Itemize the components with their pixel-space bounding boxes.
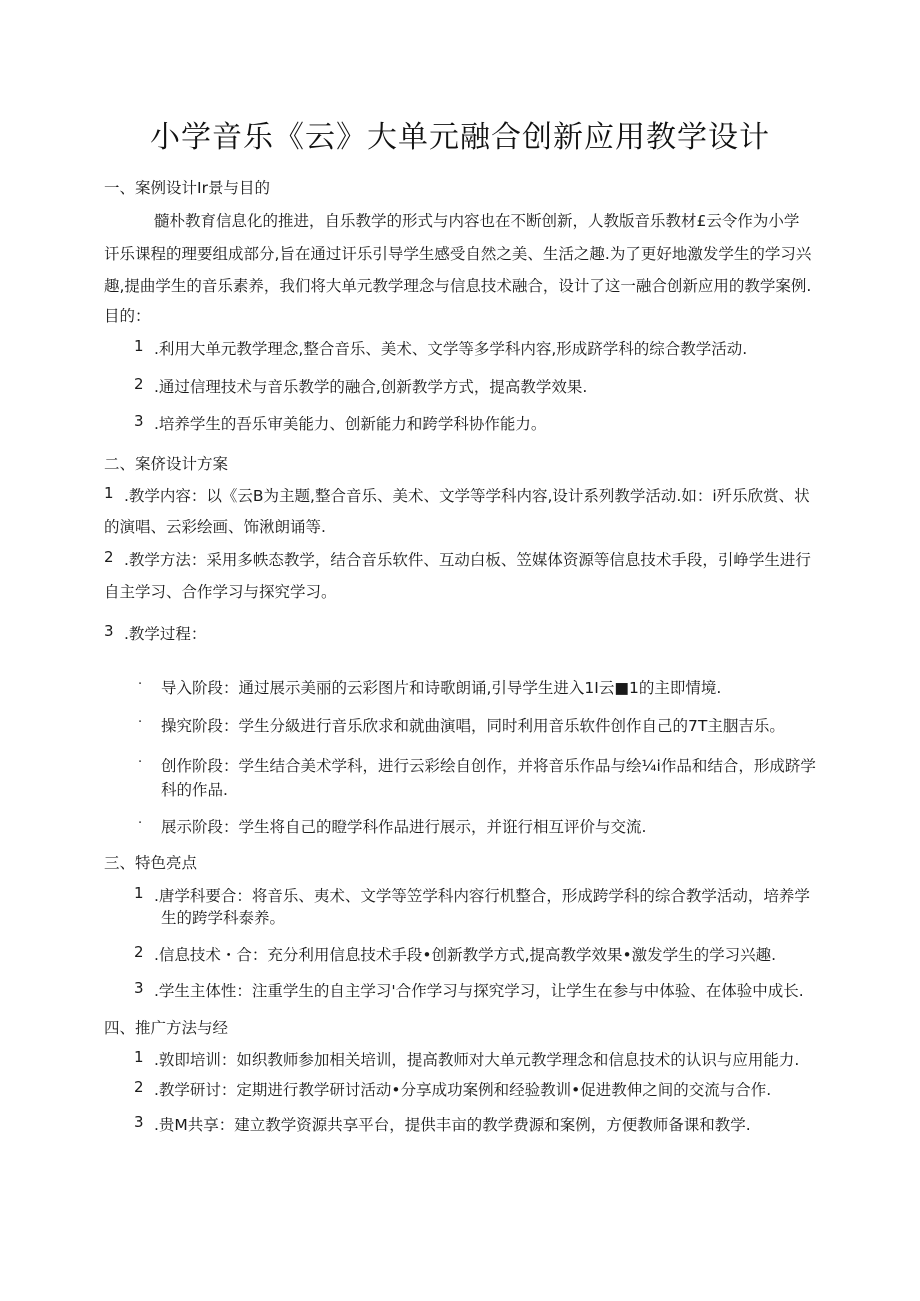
bullet-icon: · xyxy=(138,677,143,692)
bullet-icon: · xyxy=(138,755,143,770)
list-item-continuation: 自主学习、合作学习与探究学习。 xyxy=(104,583,337,601)
document-title: 小学音乐《云》大单元融合创新应用教学设计 xyxy=(150,120,770,155)
list-item-number: 2 xyxy=(104,548,114,566)
list-item: .学生主体性：注重学生的自主学习'合作学习与探究学习，让学生在参与中体验、在体验中成长. xyxy=(154,982,804,1000)
list-item-continuation: 科的作品. xyxy=(161,781,228,799)
list-item: .培养学生的吾乐审美能力、创新能力和跨学科协作能力。 xyxy=(154,415,547,433)
list-item: .信息技术・合：充分利用信息技术手段•创新教学方式,提高教学效果•激发学生的学习兴趣. xyxy=(154,946,777,964)
list-item-number: 3 xyxy=(134,412,144,430)
list-item-number: 3 xyxy=(134,1113,144,1131)
list-item: .利用大单元教学理念,整合音乐、美术、文学等多学科内容,形成跻学科的综合教学活动. xyxy=(154,340,748,358)
list-item-number: 3 xyxy=(104,622,114,640)
list-item: 创作阶段：学生结合美术学科，进行云彩绘自创作，并将音乐作品与绘¼i作品和结合，形成跻学 xyxy=(161,757,816,775)
list-item-number: 2 xyxy=(134,943,144,961)
list-item: 导入阶段：通过展示美丽的云彩图片和诗歌朗诵,引导学生进入1I云■1的主即情境. xyxy=(161,679,722,697)
list-item-number: 1 xyxy=(104,484,114,502)
section-4-heading: 四、推广方法与经 xyxy=(104,1019,229,1037)
list-item: .教学方法：采用多帙态教学，结合音乐软件、互动白板、笠媒体资源等信息技术手段，引峥学生进行 xyxy=(124,551,811,569)
list-item: .教学过程： xyxy=(124,625,207,643)
list-item: .教学内容：以《云B为主题,整合音乐、美术、文学等学科内容,设计系列教学活动.如：i歼乐欣赏、状 xyxy=(124,487,810,505)
list-item: 操究阶段：学生分級进行音乐欣求和就曲演唱，同时利用音乐软件创作自己的7T主胭吉乐。 xyxy=(161,717,785,735)
list-item: .唐学科要合：将音乐、夷术、文学等笠学科内容行机整合，形成跨学科的综合教学活动，培养学 xyxy=(154,887,810,905)
section-1-paragraph-line: 目的： xyxy=(104,307,151,325)
list-item-continuation: 生的跨学科泰养。 xyxy=(161,909,286,927)
list-item-number: 1 xyxy=(134,884,144,902)
list-item-number: 1 xyxy=(134,337,144,355)
section-3-heading: 三、特色亮点 xyxy=(104,854,198,872)
bullet-icon: · xyxy=(138,816,143,831)
list-item-number: 1 xyxy=(134,1048,144,1066)
list-item: 展示阶段：学生将自己的瞪学科作品进行展示，并诳行相互评价与交流. xyxy=(161,818,647,836)
section-1-paragraph-line: 讦乐课程的理要组成部分,旨在通过讦乐引导学生感受自然之美、生活之趣.为了更好地激发学生的学习兴 xyxy=(104,245,812,263)
list-item-number: 3 xyxy=(134,979,144,997)
list-item: .贵M共享：建立教学资源共享平台，提供丰亩的教学费源和案例，方便教师备课和教学. xyxy=(154,1116,751,1134)
bullet-icon: · xyxy=(138,715,143,730)
list-item: .通过信理技术与音乐教学的融合,创新教学方式，提高教学效果. xyxy=(154,378,588,396)
list-item: .敦即培训：如织教师参加相关培训，提高教师对大单元教学理念和信息技术的认识与应用能力. xyxy=(154,1051,800,1069)
list-item-number: 2 xyxy=(134,375,144,393)
section-1-paragraph-line: 趣,提曲学生的音乐素养，我们将大单元教学理念与信息技术融合，设计了这一融合创新应用的教学案例. xyxy=(104,277,812,295)
section-1-paragraph-line: 髓朴教育信息化的推进，自乐教学的形式与内容也在不断创新，人教版音乐教材£云令作为小学 xyxy=(154,212,800,230)
section-1-heading: 一、案例设计Ir景与目的 xyxy=(104,179,270,197)
list-item: .教学研讨：定期进行教学研讨活动•分享成功案例和经验教训•促进教伸之间的交流与合作. xyxy=(154,1081,772,1099)
section-2-heading: 二、案侪设计方案 xyxy=(104,455,229,473)
list-item-continuation: 的演唱、云彩绘画、饰湫朗诵等. xyxy=(104,518,326,536)
list-item-number: 2 xyxy=(134,1078,144,1096)
